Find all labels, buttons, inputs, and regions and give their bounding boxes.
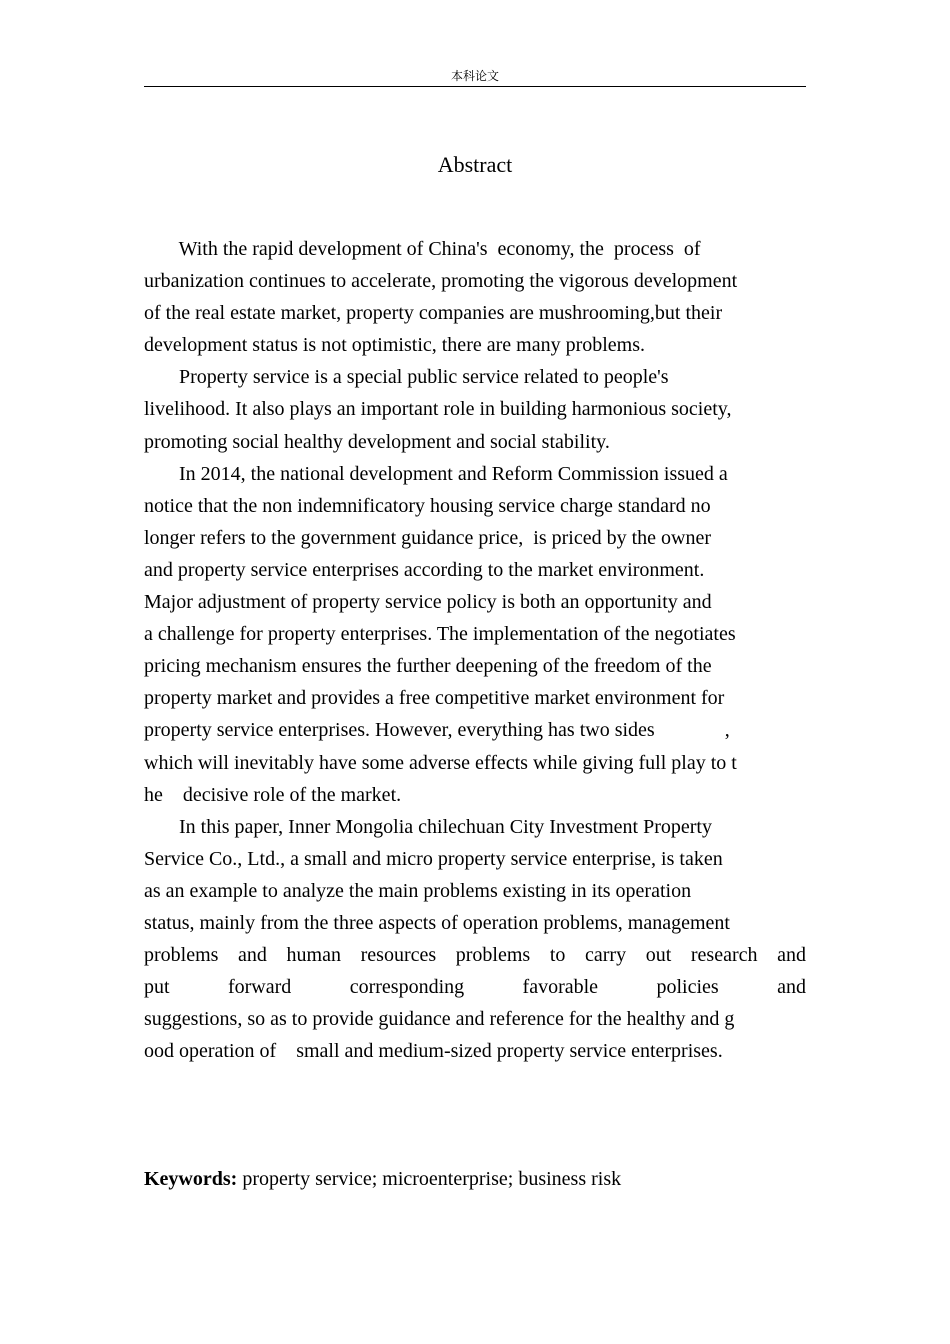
- text-line: In this paper, Inner Mongolia chilechuan City Investment Property: [144, 815, 712, 838]
- text-line: Service Co., Ltd., a small and micro property service enterprise, is taken: [144, 847, 723, 870]
- text-line: notice that the non indemnificatory housing service charge standard no: [144, 494, 711, 517]
- text-line: which will inevitably have some adverse effects while giving full play to t: [144, 751, 737, 774]
- header-text: 本科论文: [450, 69, 499, 83]
- text-line: With the rapid development of China's economy, the process of: [144, 238, 701, 260]
- text-line: livelihood. It also plays an important role in building harmonious society,: [144, 398, 732, 421]
- text-line: status, mainly from the three aspects of operation problems, management: [144, 911, 730, 934]
- text-line: Major adjustment of property service policy is both an opportunity and: [144, 591, 712, 614]
- text-line: ood operation of small and medium-sized property service enterprises.: [144, 1040, 723, 1063]
- text-line: as an example to analyze the main problems existing in its operation: [144, 879, 692, 902]
- keywords-text: property service; microenterprise; business risk: [237, 1168, 622, 1190]
- text-line: property service enterprises. However, everything has two sides ,: [144, 719, 730, 742]
- text-line: pricing mechanism ensures the further deepening of the freedom of the: [144, 655, 712, 678]
- text-line: of the real estate market, property companies are mushrooming,but their: [144, 302, 723, 325]
- text-line: development status is not optimistic, there are many problems.: [144, 334, 646, 357]
- text-line: and property service enterprises according to the market environment.: [144, 558, 705, 581]
- text-line: suggestions, so as to provide guidance and reference for the healthy and g: [144, 1008, 735, 1031]
- text-line: property market and provides a free competitive market environment for: [144, 687, 725, 710]
- page-header: [144, 66, 806, 87]
- abstract-title: Abstract: [437, 152, 513, 177]
- keywords: [144, 1163, 806, 1195]
- text-line: he decisive role of the market.: [144, 783, 402, 806]
- text-line: longer refers to the government guidance price, is priced by the owner: [144, 526, 712, 549]
- paragraph-2: [144, 361, 806, 457]
- paragraph-3: [144, 458, 806, 811]
- text-line: a challenge for property enterprises. The implementation of the negotiates: [144, 623, 736, 646]
- text-line: put forward corresponding favorable policies and: [144, 976, 806, 999]
- paragraph-1: [144, 233, 806, 361]
- text-line: urbanization continues to accelerate, promoting the vigorous development: [144, 270, 738, 293]
- text-line: In 2014, the national development and Reform Commission issued a: [144, 462, 728, 485]
- text-line: Property service is a special public service related to people's: [144, 366, 669, 389]
- text-line: problems and human resources problems to carry out research and: [144, 944, 806, 967]
- text-line: promoting social healthy development and social stability.: [144, 430, 610, 453]
- paragraph-4: [144, 811, 806, 1068]
- keywords-label: Keywords:: [144, 1168, 238, 1190]
- abstract-body: [144, 233, 806, 1067]
